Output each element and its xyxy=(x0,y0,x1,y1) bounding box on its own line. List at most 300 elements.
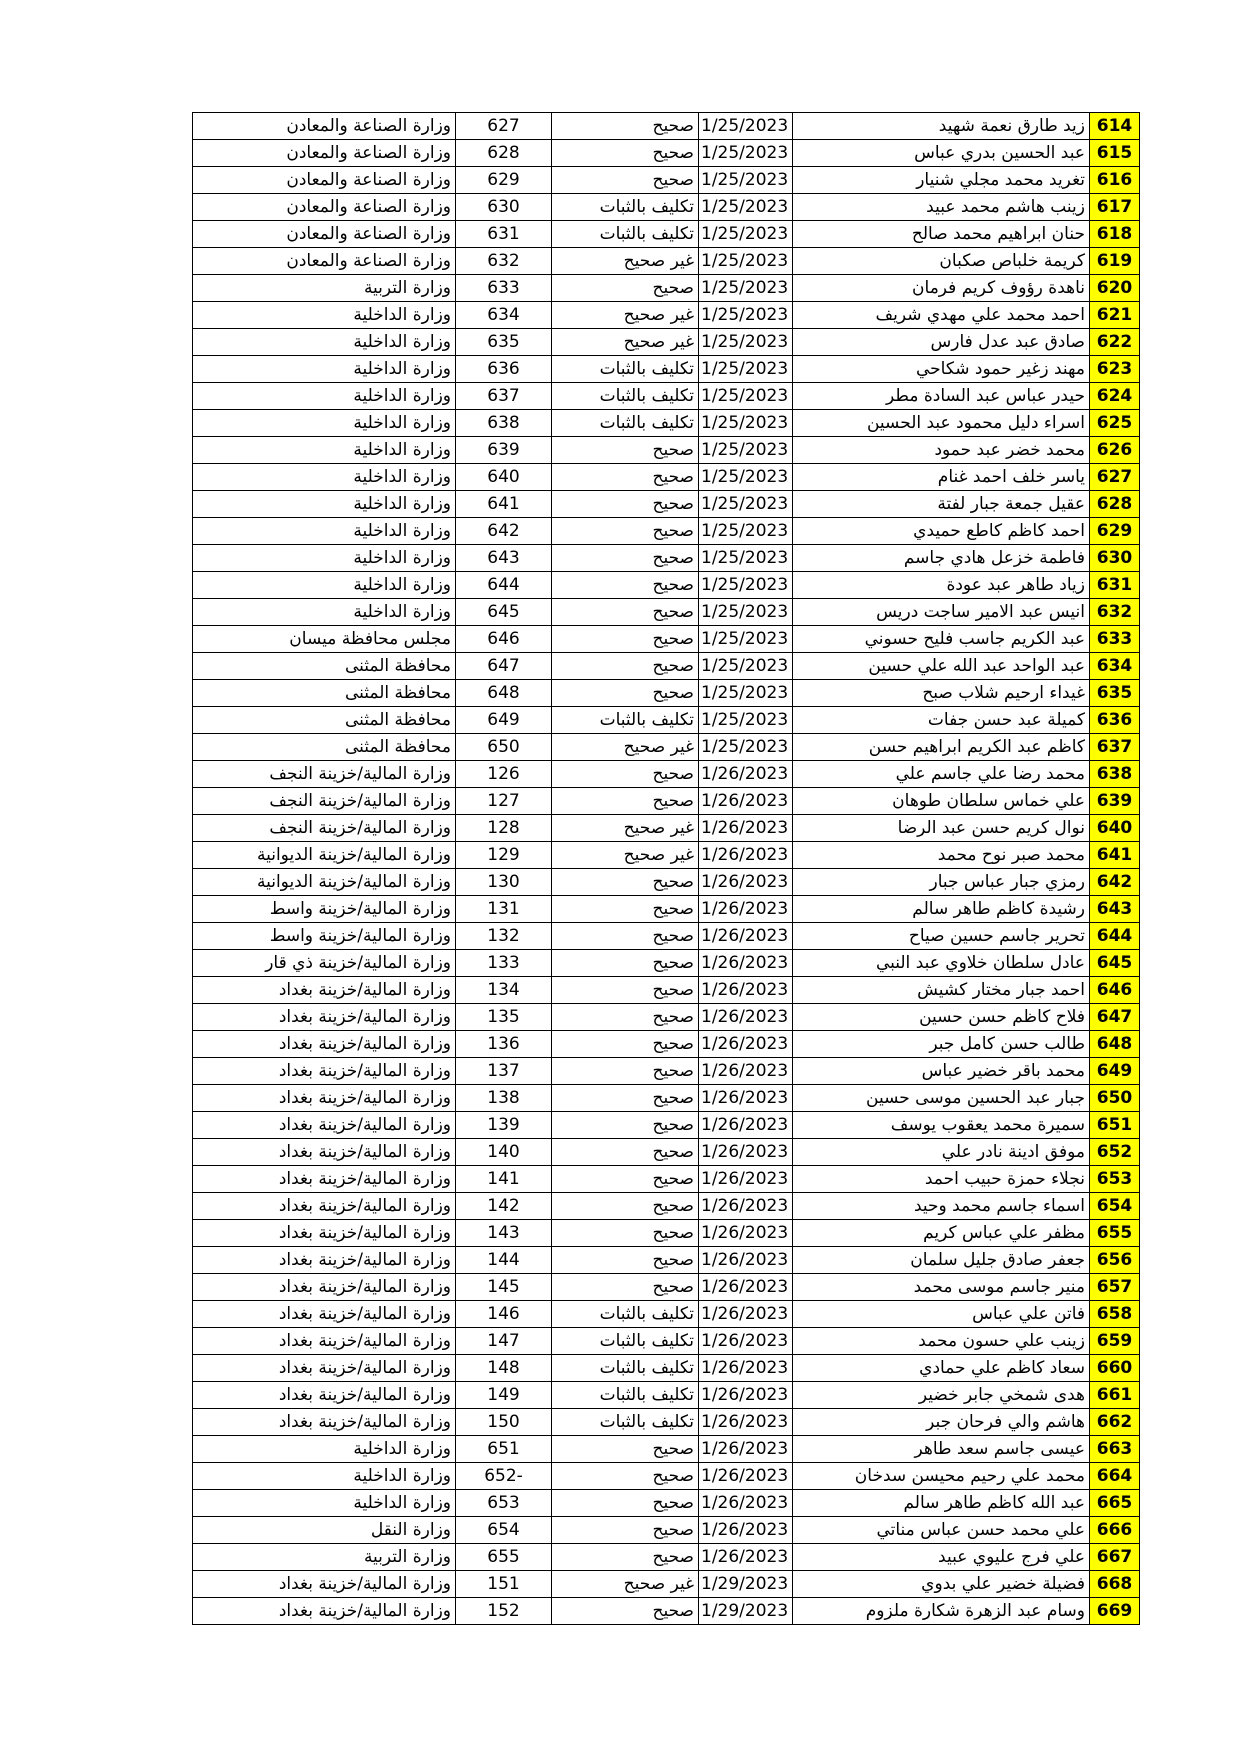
table-row xyxy=(193,572,1140,599)
name-cell: تحرير جاسم حسين صياح xyxy=(793,923,1090,950)
code-cell: 655 xyxy=(456,1544,552,1571)
name-cell: ناهدة رؤوف كريم فرمان xyxy=(793,275,1090,302)
ministry-cell: وزارة الداخلية xyxy=(193,1490,456,1517)
code-cell: 654 xyxy=(456,1517,552,1544)
status-cell: غير صحيح xyxy=(552,329,699,356)
table-row xyxy=(193,1085,1140,1112)
code-cell: 653 xyxy=(456,1490,552,1517)
name-cell: عبد الله كاظم طاهر سالم xyxy=(793,1490,1090,1517)
status-cell: صحيح xyxy=(552,950,699,977)
status-cell: غير صحيح xyxy=(552,1571,699,1598)
date-cell: 1/26/2023 xyxy=(699,869,793,896)
table-row xyxy=(193,518,1140,545)
code-cell: 627 xyxy=(456,113,552,140)
table-row xyxy=(193,1571,1140,1598)
code-cell: 634 xyxy=(456,302,552,329)
ministry-cell: وزارة الصناعة والمعادن xyxy=(193,140,456,167)
ministry-cell: وزارة المالية/خزينة بغداد xyxy=(193,1301,456,1328)
sequence-number-cell: 659 xyxy=(1090,1328,1140,1355)
date-cell: 1/26/2023 xyxy=(699,788,793,815)
table-row xyxy=(193,1166,1140,1193)
sequence-number-cell: 635 xyxy=(1090,680,1140,707)
name-cell: محمد رضا علي جاسم علي xyxy=(793,761,1090,788)
status-cell: صحيح xyxy=(552,518,699,545)
sequence-number-cell: 631 xyxy=(1090,572,1140,599)
name-cell: علي فرج عليوي عبيد xyxy=(793,1544,1090,1571)
sequence-number-cell: 637 xyxy=(1090,734,1140,761)
date-cell: 1/25/2023 xyxy=(699,329,793,356)
sequence-number-cell: 626 xyxy=(1090,437,1140,464)
date-cell: 1/26/2023 xyxy=(699,1220,793,1247)
ministry-cell: وزارة الداخلية xyxy=(193,302,456,329)
table-row xyxy=(193,329,1140,356)
status-cell: صحيح xyxy=(552,923,699,950)
code-cell: 636 xyxy=(456,356,552,383)
name-cell: نوال كريم حسن عبد الرضا xyxy=(793,815,1090,842)
table-row xyxy=(193,275,1140,302)
code-cell: 136 xyxy=(456,1031,552,1058)
ministry-cell: محافظة المثنى xyxy=(193,680,456,707)
ministry-cell: وزارة المالية/خزينة بغداد xyxy=(193,1085,456,1112)
table-row xyxy=(193,1382,1140,1409)
table-row xyxy=(193,464,1140,491)
status-cell: صحيح xyxy=(552,1274,699,1301)
status-cell: صحيح xyxy=(552,1085,699,1112)
ministry-cell: محافظة المثنى xyxy=(193,734,456,761)
date-cell: 1/26/2023 xyxy=(699,1463,793,1490)
table-row xyxy=(193,1112,1140,1139)
name-cell: محمد باقر خضير عباس xyxy=(793,1058,1090,1085)
code-cell: 649 xyxy=(456,707,552,734)
status-cell: تكليف بالثبات xyxy=(552,383,699,410)
ministry-cell: وزارة المالية/خزينة بغداد xyxy=(193,1598,456,1625)
status-cell: صحيح xyxy=(552,977,699,1004)
name-cell: علي خماس سلطان طوهان xyxy=(793,788,1090,815)
date-cell: 1/25/2023 xyxy=(699,194,793,221)
date-cell: 1/26/2023 xyxy=(699,1031,793,1058)
date-cell: 1/29/2023 xyxy=(699,1571,793,1598)
status-cell: صحيح xyxy=(552,896,699,923)
date-cell: 1/26/2023 xyxy=(699,1544,793,1571)
name-cell: اسماء جاسم محمد وحيد xyxy=(793,1193,1090,1220)
name-cell: علي محمد حسن عباس مناتي xyxy=(793,1517,1090,1544)
sequence-number-cell: 654 xyxy=(1090,1193,1140,1220)
table-row xyxy=(193,761,1140,788)
code-cell: 629 xyxy=(456,167,552,194)
date-cell: 1/25/2023 xyxy=(699,518,793,545)
sequence-number-cell: 665 xyxy=(1090,1490,1140,1517)
code-cell: 146 xyxy=(456,1301,552,1328)
sequence-number-cell: 621 xyxy=(1090,302,1140,329)
code-cell: 129 xyxy=(456,842,552,869)
code-cell: 646 xyxy=(456,626,552,653)
sequence-number-cell: 648 xyxy=(1090,1031,1140,1058)
table-row xyxy=(193,1544,1140,1571)
name-cell: مهند زغير حمود شكاحي xyxy=(793,356,1090,383)
table-row xyxy=(193,194,1140,221)
code-cell: 138 xyxy=(456,1085,552,1112)
sequence-number-cell: 668 xyxy=(1090,1571,1140,1598)
name-cell: جبار عبد الحسين موسى حسين xyxy=(793,1085,1090,1112)
table-row xyxy=(193,626,1140,653)
date-cell: 1/25/2023 xyxy=(699,356,793,383)
table-row xyxy=(193,545,1140,572)
ministry-cell: محافظة المثنى xyxy=(193,707,456,734)
name-cell: احمد محمد علي مهدي شريف xyxy=(793,302,1090,329)
table-row xyxy=(193,1004,1140,1031)
sequence-number-cell: 625 xyxy=(1090,410,1140,437)
status-cell: صحيح xyxy=(552,626,699,653)
table-row xyxy=(193,356,1140,383)
code-cell: 134 xyxy=(456,977,552,1004)
code-cell: 642 xyxy=(456,518,552,545)
code-cell: 148 xyxy=(456,1355,552,1382)
ministry-cell: وزارة المالية/خزينة بغداد xyxy=(193,1139,456,1166)
name-cell: كاظم عبد الكريم ابراهيم حسن xyxy=(793,734,1090,761)
date-cell: 1/26/2023 xyxy=(699,1274,793,1301)
status-cell: تكليف بالثبات xyxy=(552,356,699,383)
table-row xyxy=(193,437,1140,464)
status-cell: تكليف بالثبات xyxy=(552,1382,699,1409)
table-row xyxy=(193,1463,1140,1490)
sequence-number-cell: 622 xyxy=(1090,329,1140,356)
code-cell: 628 xyxy=(456,140,552,167)
ministry-cell: وزارة الداخلية xyxy=(193,572,456,599)
ministry-cell: وزارة المالية/خزينة بغداد xyxy=(193,1382,456,1409)
ministry-cell: وزارة الداخلية xyxy=(193,383,456,410)
status-cell: صحيح xyxy=(552,761,699,788)
sequence-number-cell: 632 xyxy=(1090,599,1140,626)
date-cell: 1/26/2023 xyxy=(699,1058,793,1085)
code-cell: 644 xyxy=(456,572,552,599)
code-cell: 652- xyxy=(456,1463,552,1490)
code-cell: 638 xyxy=(456,410,552,437)
table-row xyxy=(193,1490,1140,1517)
records-table-body xyxy=(193,113,1140,1625)
code-cell: 651 xyxy=(456,1436,552,1463)
name-cell: عبد الحسين بدري عباس xyxy=(793,140,1090,167)
status-cell: صحيح xyxy=(552,464,699,491)
date-cell: 1/26/2023 xyxy=(699,896,793,923)
name-cell: سعاد كاظم علي حمادي xyxy=(793,1355,1090,1382)
status-cell: تكليف بالثبات xyxy=(552,707,699,734)
status-cell: صحيح xyxy=(552,167,699,194)
date-cell: 1/25/2023 xyxy=(699,545,793,572)
date-cell: 1/26/2023 xyxy=(699,1436,793,1463)
sequence-number-cell: 664 xyxy=(1090,1463,1140,1490)
name-cell: جعفر صادق جليل سلمان xyxy=(793,1247,1090,1274)
ministry-cell: وزارة الداخلية xyxy=(193,356,456,383)
date-cell: 1/25/2023 xyxy=(699,437,793,464)
sequence-number-cell: 638 xyxy=(1090,761,1140,788)
status-cell: تكليف بالثبات xyxy=(552,194,699,221)
name-cell: رمزي جبار عباس جبار xyxy=(793,869,1090,896)
name-cell: محمد علي رحيم محيسن سدخان xyxy=(793,1463,1090,1490)
date-cell: 1/25/2023 xyxy=(699,275,793,302)
status-cell: غير صحيح xyxy=(552,815,699,842)
date-cell: 1/25/2023 xyxy=(699,248,793,275)
ministry-cell: وزارة الداخلية xyxy=(193,599,456,626)
ministry-cell: وزارة المالية/خزينة بغداد xyxy=(193,1193,456,1220)
table-row xyxy=(193,140,1140,167)
code-cell: 151 xyxy=(456,1571,552,1598)
date-cell: 1/25/2023 xyxy=(699,572,793,599)
sequence-number-cell: 669 xyxy=(1090,1598,1140,1625)
code-cell: 128 xyxy=(456,815,552,842)
name-cell: كميلة عبد حسن جفات xyxy=(793,707,1090,734)
date-cell: 1/25/2023 xyxy=(699,599,793,626)
table-row xyxy=(193,1031,1140,1058)
code-cell: 133 xyxy=(456,950,552,977)
table-row xyxy=(193,1301,1140,1328)
name-cell: عيسى جاسم سعد طاهر xyxy=(793,1436,1090,1463)
sequence-number-cell: 634 xyxy=(1090,653,1140,680)
sequence-number-cell: 614 xyxy=(1090,113,1140,140)
status-cell: صحيح xyxy=(552,275,699,302)
date-cell: 1/26/2023 xyxy=(699,1247,793,1274)
status-cell: صحيح xyxy=(552,491,699,518)
name-cell: منير جاسم موسى محمد xyxy=(793,1274,1090,1301)
sequence-number-cell: 628 xyxy=(1090,491,1140,518)
code-cell: 630 xyxy=(456,194,552,221)
name-cell: كريمة خلباص صكبان xyxy=(793,248,1090,275)
name-cell: تغريد محمد مجلي شنيار xyxy=(793,167,1090,194)
sequence-number-cell: 620 xyxy=(1090,275,1140,302)
ministry-cell: وزارة المالية/خزينة النجف xyxy=(193,788,456,815)
code-cell: 152 xyxy=(456,1598,552,1625)
ministry-cell: وزارة الداخلية xyxy=(193,437,456,464)
date-cell: 1/25/2023 xyxy=(699,680,793,707)
date-cell: 1/26/2023 xyxy=(699,1328,793,1355)
ministry-cell: محافظة المثنى xyxy=(193,653,456,680)
sequence-number-cell: 667 xyxy=(1090,1544,1140,1571)
table-row xyxy=(193,1139,1140,1166)
table-row xyxy=(193,1247,1140,1274)
table-row xyxy=(193,599,1140,626)
ministry-cell: وزارة الصناعة والمعادن xyxy=(193,221,456,248)
name-cell: عقيل جمعة جبار لفتة xyxy=(793,491,1090,518)
sequence-number-cell: 617 xyxy=(1090,194,1140,221)
sequence-number-cell: 661 xyxy=(1090,1382,1140,1409)
status-cell: صحيح xyxy=(552,545,699,572)
sequence-number-cell: 633 xyxy=(1090,626,1140,653)
code-cell: 145 xyxy=(456,1274,552,1301)
sequence-number-cell: 647 xyxy=(1090,1004,1140,1031)
ministry-cell: وزارة المالية/خزينة النجف xyxy=(193,815,456,842)
ministry-cell: وزارة المالية/خزينة بغداد xyxy=(193,1247,456,1274)
code-cell: 140 xyxy=(456,1139,552,1166)
table-row xyxy=(193,167,1140,194)
date-cell: 1/26/2023 xyxy=(699,950,793,977)
table-row xyxy=(193,302,1140,329)
ministry-cell: مجلس محافظة ميسان xyxy=(193,626,456,653)
ministry-cell: وزارة النقل xyxy=(193,1517,456,1544)
sequence-number-cell: 646 xyxy=(1090,977,1140,1004)
table-row xyxy=(193,707,1140,734)
table-row xyxy=(193,1193,1140,1220)
code-cell: 645 xyxy=(456,599,552,626)
code-cell: 635 xyxy=(456,329,552,356)
name-cell: طالب حسن كامل جبر xyxy=(793,1031,1090,1058)
sequence-number-cell: 616 xyxy=(1090,167,1140,194)
date-cell: 1/25/2023 xyxy=(699,491,793,518)
table-row xyxy=(193,1058,1140,1085)
date-cell: 1/26/2023 xyxy=(699,1166,793,1193)
code-cell: 149 xyxy=(456,1382,552,1409)
date-cell: 1/25/2023 xyxy=(699,653,793,680)
sequence-number-cell: 644 xyxy=(1090,923,1140,950)
table-row xyxy=(193,1409,1140,1436)
name-cell: نجلاء حمزة حبيب احمد xyxy=(793,1166,1090,1193)
name-cell: سميرة محمد يعقوب يوسف xyxy=(793,1112,1090,1139)
name-cell: احمد كاظم كاطع حميدي xyxy=(793,518,1090,545)
code-cell: 130 xyxy=(456,869,552,896)
date-cell: 1/26/2023 xyxy=(699,1517,793,1544)
ministry-cell: وزارة المالية/خزينة واسط xyxy=(193,896,456,923)
name-cell: زيد طارق نعمة شهيد xyxy=(793,113,1090,140)
code-cell: 647 xyxy=(456,653,552,680)
ministry-cell: وزارة المالية/خزينة ذي قار xyxy=(193,950,456,977)
status-cell: صحيح xyxy=(552,1247,699,1274)
table-row xyxy=(193,734,1140,761)
sequence-number-cell: 624 xyxy=(1090,383,1140,410)
sequence-number-cell: 645 xyxy=(1090,950,1140,977)
sequence-number-cell: 652 xyxy=(1090,1139,1140,1166)
table-row xyxy=(193,248,1140,275)
table-row xyxy=(193,842,1140,869)
sequence-number-cell: 655 xyxy=(1090,1220,1140,1247)
ministry-cell: وزارة الصناعة والمعادن xyxy=(193,194,456,221)
sequence-number-cell: 629 xyxy=(1090,518,1140,545)
code-cell: 131 xyxy=(456,896,552,923)
date-cell: 1/25/2023 xyxy=(699,383,793,410)
ministry-cell: وزارة المالية/خزينة بغداد xyxy=(193,1058,456,1085)
date-cell: 1/25/2023 xyxy=(699,113,793,140)
code-cell: 135 xyxy=(456,1004,552,1031)
table-row xyxy=(193,410,1140,437)
table-row xyxy=(193,680,1140,707)
ministry-cell: وزارة الصناعة والمعادن xyxy=(193,113,456,140)
status-cell: صحيح xyxy=(552,599,699,626)
status-cell: تكليف بالثبات xyxy=(552,1409,699,1436)
code-cell: 632 xyxy=(456,248,552,275)
ministry-cell: وزارة المالية/خزينة بغداد xyxy=(193,1220,456,1247)
records-table xyxy=(192,112,1140,1625)
date-cell: 1/25/2023 xyxy=(699,734,793,761)
sequence-number-cell: 641 xyxy=(1090,842,1140,869)
date-cell: 1/25/2023 xyxy=(699,626,793,653)
table-row xyxy=(193,1598,1140,1625)
ministry-cell: وزارة الداخلية xyxy=(193,491,456,518)
date-cell: 1/25/2023 xyxy=(699,167,793,194)
table-row xyxy=(193,869,1140,896)
date-cell: 1/25/2023 xyxy=(699,302,793,329)
name-cell: هاشم والي فرحان جبر xyxy=(793,1409,1090,1436)
status-cell: صحيح xyxy=(552,653,699,680)
status-cell: صحيح xyxy=(552,1544,699,1571)
ministry-cell: وزارة المالية/خزينة الديوانية xyxy=(193,842,456,869)
ministry-cell: وزارة الداخلية xyxy=(193,464,456,491)
sequence-number-cell: 636 xyxy=(1090,707,1140,734)
date-cell: 1/25/2023 xyxy=(699,707,793,734)
name-cell: زينب علي حسون محمد xyxy=(793,1328,1090,1355)
ministry-cell: وزارة المالية/خزينة بغداد xyxy=(193,1355,456,1382)
table-row xyxy=(193,1328,1140,1355)
status-cell: تكليف بالثبات xyxy=(552,1355,699,1382)
name-cell: حنان ابراهيم محمد صالح xyxy=(793,221,1090,248)
date-cell: 1/26/2023 xyxy=(699,977,793,1004)
table-row xyxy=(193,977,1140,1004)
table-row xyxy=(193,383,1140,410)
status-cell: صحيح xyxy=(552,680,699,707)
date-cell: 1/25/2023 xyxy=(699,221,793,248)
table-row xyxy=(193,1355,1140,1382)
status-cell: غير صحيح xyxy=(552,248,699,275)
status-cell: غير صحيح xyxy=(552,302,699,329)
sequence-number-cell: 627 xyxy=(1090,464,1140,491)
status-cell: صحيح xyxy=(552,788,699,815)
name-cell: زينب هاشم محمد عبيد xyxy=(793,194,1090,221)
name-cell: زياد طاهر عبد عودة xyxy=(793,572,1090,599)
date-cell: 1/26/2023 xyxy=(699,1004,793,1031)
sequence-number-cell: 662 xyxy=(1090,1409,1140,1436)
ministry-cell: وزارة المالية/خزينة بغداد xyxy=(193,1166,456,1193)
ministry-cell: وزارة المالية/خزينة الديوانية xyxy=(193,869,456,896)
status-cell: غير صحيح xyxy=(552,842,699,869)
code-cell: 640 xyxy=(456,464,552,491)
status-cell: صحيح xyxy=(552,1220,699,1247)
status-cell: تكليف بالثبات xyxy=(552,221,699,248)
status-cell: صحيح xyxy=(552,1193,699,1220)
code-cell: 137 xyxy=(456,1058,552,1085)
table-row xyxy=(193,896,1140,923)
status-cell: تكليف بالثبات xyxy=(552,410,699,437)
name-cell: اسراء دليل محمود عبد الحسين xyxy=(793,410,1090,437)
table-row xyxy=(193,815,1140,842)
sequence-number-cell: 653 xyxy=(1090,1166,1140,1193)
ministry-cell: وزارة الداخلية xyxy=(193,545,456,572)
date-cell: 1/26/2023 xyxy=(699,1301,793,1328)
status-cell: صحيح xyxy=(552,869,699,896)
name-cell: فضيلة خضير علي بدوي xyxy=(793,1571,1090,1598)
date-cell: 1/29/2023 xyxy=(699,1598,793,1625)
name-cell: عادل سلطان خلاوي عبد النبي xyxy=(793,950,1090,977)
code-cell: 132 xyxy=(456,923,552,950)
status-cell: صحيح xyxy=(552,1058,699,1085)
sequence-number-cell: 666 xyxy=(1090,1517,1140,1544)
code-cell: 141 xyxy=(456,1166,552,1193)
ministry-cell: وزارة المالية/خزينة واسط xyxy=(193,923,456,950)
date-cell: 1/26/2023 xyxy=(699,1382,793,1409)
sequence-number-cell: 618 xyxy=(1090,221,1140,248)
table-row xyxy=(193,113,1140,140)
name-cell: محمد صبر نوح محمد xyxy=(793,842,1090,869)
sequence-number-cell: 623 xyxy=(1090,356,1140,383)
ministry-cell: وزارة الصناعة والمعادن xyxy=(193,167,456,194)
table-row xyxy=(193,1274,1140,1301)
name-cell: فاطمة خزعل هادي جاسم xyxy=(793,545,1090,572)
ministry-cell: وزارة الصناعة والمعادن xyxy=(193,248,456,275)
sequence-number-cell: 657 xyxy=(1090,1274,1140,1301)
code-cell: 147 xyxy=(456,1328,552,1355)
code-cell: 641 xyxy=(456,491,552,518)
status-cell: صحيح xyxy=(552,1139,699,1166)
ministry-cell: وزارة التربية xyxy=(193,275,456,302)
status-cell: صحيح xyxy=(552,1490,699,1517)
sequence-number-cell: 643 xyxy=(1090,896,1140,923)
name-cell: انيس عبد الامير ساجت دريس xyxy=(793,599,1090,626)
table-row xyxy=(193,923,1140,950)
